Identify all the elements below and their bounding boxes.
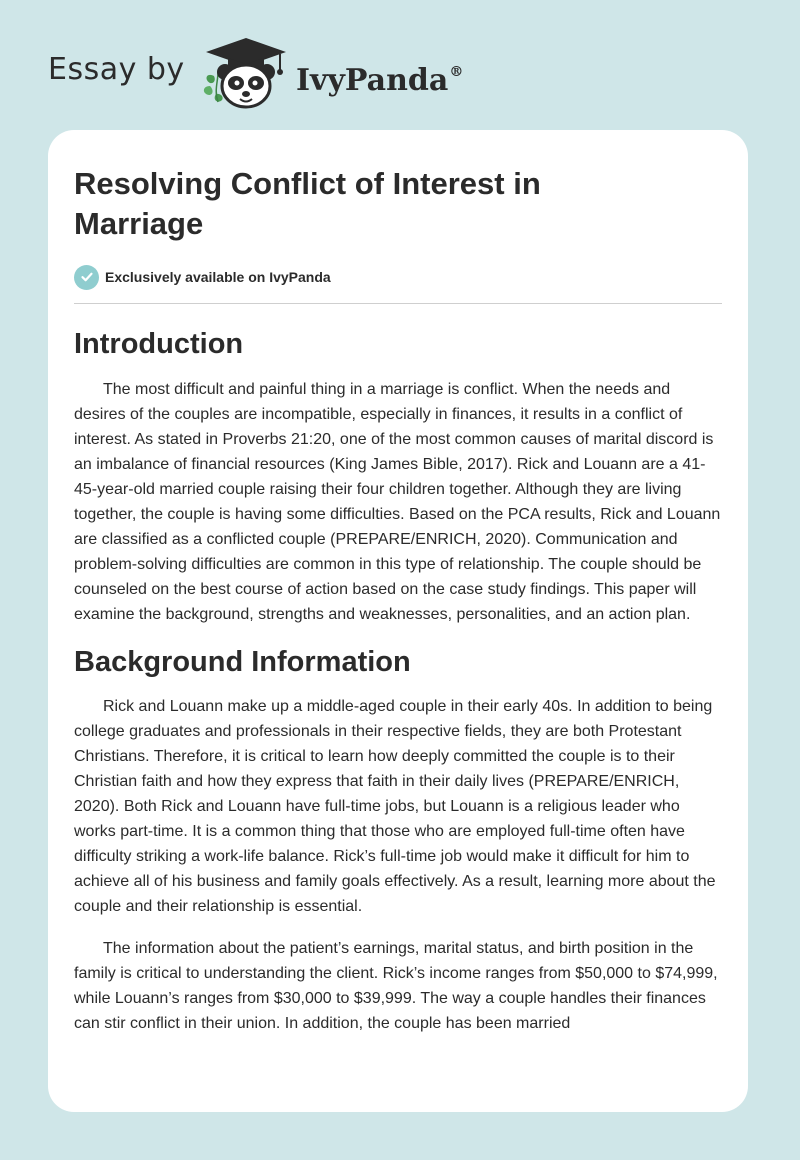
brand-name[interactable] xyxy=(296,52,463,101)
essay-content xyxy=(74,324,724,1036)
paragraph: The information about the patient’s earnings, marital status, and birth position in the family is critical to understanding the client. Rick’s income ranges from $50,000 to $74,999, while Louann’s ranges from $30,000 to $39,999. The way a couple handles their finances can stir conflict in their union. In addition, the couple has been married xyxy=(74,940,718,1032)
section-heading-background: Background Information xyxy=(74,646,411,678)
essay-by-label: Essay by xyxy=(48,52,185,87)
paragraph: Rick and Louann make up a middle-aged couple in their early 40s. In addition to being college graduates and professionals in their respective fields, they are both Protestant Christians. Therefore, it is critical to learn how deeply committed the couple is to their Christian faith and how they express that faith in their daily lives (PREPARE/ENRICH, 2020). Both Rick and Louann have full-time jobs, but Louann is a religious leader who works part-time. It is a common thing that those who are employed full-time often have difficulty striking a work-life balance. Rick’s full-time job would make it difficult for him to achieve all of his business and family goals effectively. As a result, learning more about the couple and their relationship is essential. xyxy=(74,698,716,915)
exclusive-label: Exclusively available on IvyPanda xyxy=(105,269,331,285)
section-heading-introduction: Introduction xyxy=(74,328,244,360)
brand-name-text: IvyPanda xyxy=(296,63,449,98)
panda-graduation-cap-icon[interactable] xyxy=(200,36,292,110)
check-circle-icon xyxy=(74,265,99,290)
essay-card xyxy=(48,130,748,1112)
paragraph: The most difficult and painful thing in a marriage is conflict. When the needs and desires of the couples are incompatible, especially in finances, it results in a conflict of interest. As stated in Proverbs 21:20, one of the most common causes of marital discord is an imbalance of financial resources (King James Bible, 2017). Rick and Louann are a 41-45-year-old married couple raising their four children together. Although they are living together, the couple is having some difficulties. Based on the PCA results, Rick and Louann are classified as a conflicted couple (PREPARE/ENRICH, 2020). Communication and problem-solving difficulties are common in this type of relationship. The couple should be counseled on the best course of action based on the case study findings. This paper will examine the background, strengths and weaknesses, personalities, and an action plan. xyxy=(74,381,721,623)
divider xyxy=(74,303,722,304)
registered-mark: ® xyxy=(449,64,464,80)
site-header xyxy=(0,0,800,130)
page-title: Resolving Conflict of Interest in Marriage xyxy=(74,166,541,241)
exclusive-badge xyxy=(74,264,331,290)
